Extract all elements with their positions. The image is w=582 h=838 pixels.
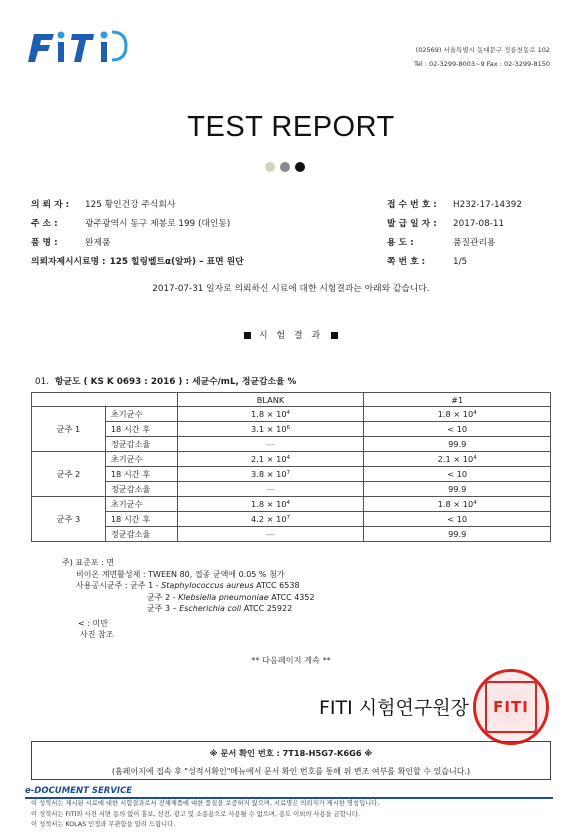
blank-value-cell bbox=[177, 422, 364, 437]
section-title: 시 험 결 과 bbox=[258, 331, 324, 341]
receipt-no-value: H232-17-14392 bbox=[453, 200, 522, 210]
square-bullet-icon bbox=[244, 332, 251, 339]
info-row-issue-date bbox=[387, 215, 522, 234]
info-row-receipt-no bbox=[387, 196, 522, 215]
address-value: 광주광역시 동구 제봉로 199 (대인동) bbox=[85, 219, 231, 229]
footer-disclaimer bbox=[31, 799, 379, 831]
info-row-product bbox=[31, 234, 244, 253]
e-document-service-title: e-DOCUMENT SERVICE bbox=[25, 786, 133, 796]
value-exponent: 7 bbox=[286, 470, 291, 476]
issue-date-value: 2017-08-11 bbox=[453, 219, 505, 229]
page-value: 1/5 bbox=[453, 257, 468, 267]
issue-date-label: 발 급 일 자 : bbox=[387, 219, 437, 229]
table-body bbox=[32, 407, 551, 542]
info-row-client bbox=[31, 196, 244, 215]
sample1-value-cell bbox=[364, 467, 551, 482]
note-photo: 사진 참조 bbox=[80, 630, 114, 639]
value-mantissa: 1.8 × 10 bbox=[251, 499, 287, 509]
product-value: 완제품 bbox=[85, 238, 111, 248]
test-item-title: 항균도 ( KS K 0693 : 2016 ) : 세균수/mL, 정균감소율 % bbox=[55, 377, 297, 387]
info-row-address bbox=[31, 215, 244, 234]
value-mantissa: < 10 bbox=[447, 514, 468, 524]
table-header-sample1: #1 bbox=[364, 393, 551, 407]
sample1-value-cell bbox=[364, 527, 551, 542]
client-info bbox=[31, 196, 244, 272]
blank-value-cell bbox=[177, 437, 364, 452]
page-label: 쪽 번 호 : bbox=[387, 257, 426, 267]
table-row bbox=[32, 482, 551, 497]
blank-value-cell bbox=[177, 467, 364, 482]
value-exponent: 7 bbox=[286, 515, 291, 521]
section-heading bbox=[0, 328, 582, 341]
value-exponent: 4 bbox=[286, 410, 291, 416]
row-label-cell: 18 시간 후 bbox=[105, 512, 177, 527]
value-mantissa: 3.1 × 10 bbox=[251, 424, 287, 434]
blank-value-cell bbox=[177, 482, 364, 497]
value-mantissa: 3.8 × 10 bbox=[251, 469, 287, 479]
value-mantissa: 99.9 bbox=[448, 484, 467, 494]
row-label-cell: 정균감소율 bbox=[105, 437, 177, 452]
strain-3-prefix: 균주 3 – bbox=[147, 604, 180, 613]
note-strain-2 bbox=[62, 592, 315, 604]
row-label-cell: 18 시간 후 bbox=[105, 422, 177, 437]
seal-inner bbox=[485, 681, 537, 733]
sample1-value-cell bbox=[364, 512, 551, 527]
value-mantissa: 99.9 bbox=[448, 529, 467, 539]
blank-value-cell bbox=[177, 497, 364, 512]
value-exponent: 4 bbox=[473, 455, 477, 461]
document-verification-box bbox=[31, 741, 551, 780]
footer-line-2: 이 성적서는 FITI와 사전 서면 동의 없이 홍보, 선전, 광고 및 소송용으로 사용될 수 없으며, 용도 이외의 사용을 금합니다. bbox=[31, 810, 360, 818]
sample1-value-cell bbox=[364, 407, 551, 422]
intro-text: 2017-07-31 일자로 의뢰하신 시료에 대한 시험결과는 아래와 같습니다. bbox=[152, 284, 430, 294]
info-row-purpose bbox=[387, 234, 522, 253]
value-mantissa: < 10 bbox=[447, 424, 468, 434]
strain-1-suffix: ATCC 6538 bbox=[253, 581, 300, 590]
issuer-name: FITI 시험연구원장 bbox=[319, 697, 469, 719]
note-strain-3 bbox=[62, 603, 315, 615]
table-row bbox=[32, 527, 551, 542]
value-mantissa: 4.2 × 10 bbox=[251, 514, 287, 524]
row-label-cell: 18 시간 후 bbox=[105, 467, 177, 482]
table-header-blank: BLANK bbox=[177, 393, 364, 407]
table-row bbox=[32, 422, 551, 437]
client-value: 125 황인건강 주식회사 bbox=[85, 200, 176, 210]
sample1-value-cell bbox=[364, 497, 551, 512]
table-row bbox=[32, 407, 551, 422]
purpose-label: 용 도 : bbox=[387, 238, 414, 248]
footer-line-1: 이 성적서는 제시된 시료에 대한 시험결과로서 전체제품에 대한 품질을 보증하지 않으며, 시료명은 의뢰자가 제시한 명칭입니다. bbox=[31, 800, 380, 807]
value-mantissa: --- bbox=[266, 439, 275, 449]
doc-verification-instruction: (홈페이지에 접속 후 "성적서확인"메뉴에서 문서 확인 번호를 통해 위 변조 여부를 확인할 수 있습니다.) bbox=[111, 767, 471, 776]
square-bullet-icon bbox=[331, 332, 338, 339]
address-label: 주 소 : bbox=[31, 219, 58, 229]
value-mantissa: < 10 bbox=[447, 469, 468, 479]
dot-2 bbox=[280, 162, 290, 172]
footer-line-3: 이 성적서는 KOLAS 인정과 무관함을 알려 드립니다. bbox=[31, 821, 176, 828]
value-mantissa: --- bbox=[266, 484, 275, 494]
strain-3-species: Escherichia coli bbox=[179, 604, 242, 613]
strain-group-cell: 균주 1 bbox=[32, 407, 106, 452]
sample1-value-cell bbox=[364, 437, 551, 452]
company-address bbox=[414, 43, 550, 71]
seal-text: FITI bbox=[493, 698, 529, 716]
table-row bbox=[32, 497, 551, 512]
value-mantissa: 99.9 bbox=[448, 439, 467, 449]
test-item-heading bbox=[35, 374, 296, 387]
value-mantissa: 1.8 × 10 bbox=[437, 499, 474, 509]
blank-value-cell bbox=[177, 452, 364, 467]
contact-line: Tel : 02-3299-8003~9 Fax : 02-3299-8150 bbox=[413, 60, 550, 68]
strain-2-species: Klebsiella pneumoniae bbox=[178, 592, 269, 602]
table-row bbox=[32, 452, 551, 467]
address-line: (02569) 서울특별시 동대문구 정릉천동로 102 bbox=[415, 46, 550, 54]
blank-value-cell bbox=[177, 527, 364, 542]
strain-group-cell: 균주 3 bbox=[32, 497, 106, 542]
blank-value-cell bbox=[177, 512, 364, 527]
sample1-value-cell bbox=[364, 482, 551, 497]
value-mantissa: 1.8 × 10 bbox=[251, 409, 287, 419]
sample-value: 125 힐링벨트α(알파) – 표면 원단 bbox=[109, 257, 244, 267]
strain-1-species: Staphylococcus aureus bbox=[161, 581, 254, 590]
client-label: 의 뢰 자 : bbox=[31, 200, 70, 210]
strain-2-prefix: 균주 2 - bbox=[147, 592, 179, 602]
row-label-cell: 초기균수 bbox=[105, 497, 177, 512]
info-row-page bbox=[387, 253, 522, 272]
value-mantissa: 2.1 × 10 bbox=[437, 454, 474, 464]
doc-verification-number: ※ 문서 확인 번호 : 7T18-H5G7-K6G6 ※ bbox=[209, 748, 373, 758]
value-exponent: 4 bbox=[286, 500, 291, 506]
value-exponent: 6 bbox=[286, 425, 291, 431]
strain-3-suffix: ATCC 25922 bbox=[241, 604, 293, 613]
receipt-info bbox=[387, 196, 522, 272]
row-label-cell: 초기균수 bbox=[105, 452, 177, 467]
strain-1-prefix: 사용공시균주 : 균주 1 - bbox=[76, 581, 162, 590]
row-label-cell: 초기균수 bbox=[105, 407, 177, 422]
notes bbox=[62, 557, 315, 641]
results-table bbox=[31, 392, 551, 542]
value-mantissa: 1.8 × 10 bbox=[437, 409, 474, 419]
sample1-value-cell bbox=[364, 452, 551, 467]
value-exponent: 4 bbox=[473, 500, 477, 506]
fiti-logo bbox=[28, 26, 128, 66]
value-exponent: 4 bbox=[473, 410, 477, 416]
strain-group-cell: 균주 2 bbox=[32, 452, 106, 497]
info-row-sample bbox=[31, 253, 244, 272]
table-header-empty bbox=[32, 393, 178, 407]
next-page-note: ** 다음페이지 계속 ** bbox=[251, 655, 331, 665]
dot-3 bbox=[295, 162, 305, 172]
value-exponent: 4 bbox=[286, 455, 291, 461]
table-row bbox=[32, 512, 551, 527]
row-label-cell: 정균감소율 bbox=[105, 527, 177, 542]
blank-value-cell bbox=[177, 407, 364, 422]
table-header-row bbox=[32, 393, 551, 407]
note-surfactant: 비이온 계면활성제 : TWEEN 80, 접종 균액에 0.05 % 첨가 bbox=[76, 569, 285, 579]
official-seal bbox=[473, 669, 549, 745]
sample1-value-cell bbox=[364, 422, 551, 437]
note-strain-1 bbox=[62, 580, 315, 592]
table-row bbox=[32, 437, 551, 452]
table-row bbox=[32, 467, 551, 482]
note-less-than: < : 미만 bbox=[78, 618, 108, 628]
sample-label: 의뢰자제시시료명 : bbox=[31, 257, 106, 267]
test-item-number: 01. bbox=[35, 377, 49, 387]
strain-2-suffix: ATCC 4352 bbox=[268, 592, 315, 602]
receipt-no-label: 접 수 번 호 : bbox=[387, 200, 437, 210]
value-mantissa: 2.1 × 10 bbox=[251, 454, 287, 464]
report-title: TEST REPORT bbox=[187, 111, 395, 143]
dot-1 bbox=[265, 162, 275, 172]
product-label: 품 명 : bbox=[31, 238, 58, 248]
purpose-value: 품질관리용 bbox=[453, 238, 496, 248]
row-label-cell: 정균감소율 bbox=[105, 482, 177, 497]
value-mantissa: --- bbox=[266, 529, 275, 539]
note-standard-fabric: 주) 표준포 : 면 bbox=[62, 558, 115, 567]
decorative-dots bbox=[265, 162, 305, 172]
